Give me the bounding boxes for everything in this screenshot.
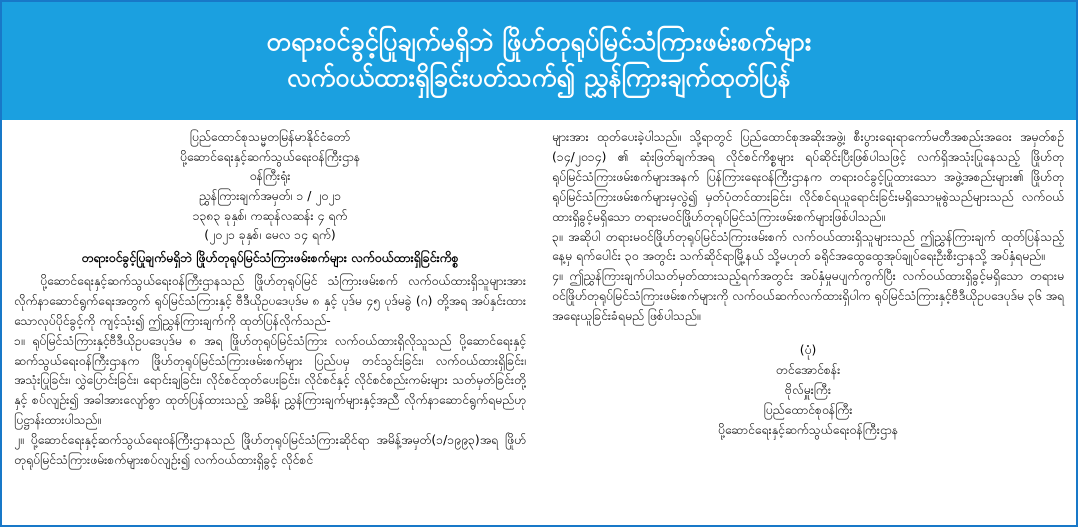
letterhead-line-4: ညွှန်ကြားချက်အမှတ်၊ ၁ / ၂၀၂၁ <box>198 189 342 204</box>
signatory-title: ပြည်ထောင်စုဝန်ကြီး <box>763 402 853 417</box>
paragraph-3: ၃။ အဆိုပါ တရားမဝင်ဖြိုဟ်တုရုပ်မြင်သံကြားဖမ်းစက် လက်ဝယ်ထားရှိသူများသည် ဤညွှန်ကြားချက် ထုတ်ပြန်သည့်နေ့မှ ရက်ပေါင်း ၃၀ အတွင်း သက်ဆိုင်ရာမြို့နယ် သို့မဟုတ် ခရိုင်အထွေထွေအုပ်ချုပ်ရေးဦးစီးဌာနသို့ အပ်နှံရမည်။ <box>552 229 1064 264</box>
letterhead-line-6: (၂၀၂၁ ခုနှစ်၊ မေလ ၁၄ ရက်) <box>204 228 336 243</box>
letterhead-line-1: ပြည်ထောင်စုသမ္မတမြန်မာနိုင်ငံတော် <box>189 130 351 144</box>
headline-line-2: လက်ဝယ်ထားရှိခြင်းပတ်သက်၍ ညွှန်ကြားချက်ထုတ်ပြန် <box>287 63 791 92</box>
signature-block <box>552 341 1064 441</box>
document-body <box>2 120 1076 525</box>
subject-line: တရားဝင်ခွင့်ပြုချက်မရှိဘဲ ဖြိုဟ်တုရုပ်မြင်သံကြားဖမ်းစက်များ လက်ဝယ်ထားရှိခြင်းကိစ္စ <box>81 251 459 266</box>
paragraph-2: ၂။ ပို့ဆောင်ရေးနှင့်ဆက်သွယ်ရေးဝန်ကြီးဌာနသည် ဖြိုဟ်တုရုပ်မြင်သံကြားဆိုင်ရာ အမိန့်အမှတ်(၁/၁၉၉၃)အရ ဖြိုဟ်တုရုပ်မြင်သံကြားဖမ်းစက်များစပ်လျဉ်း၍ လက်ဝယ်ထားရှိခွင့် လိုင်စင် <box>14 433 526 468</box>
paragraph-1: ၁။ ရုပ်မြင်သံကြားနှင့်ဗီဒီယိုဥပဒေပုဒ်မ ၈ အရ ဖြိုဟ်တုရုပ်မြင်သံကြား လက်ဝယ်ထားရှိလိုသူသည် ပို့ဆောင်ရေးနှင့် ဆက်သွယ်ရေးဝန်ကြီးဌာနက ဖြိုဟ်တုရုပ်မြင်သံကြားဖမ်းစက်များ ပြည်ပမှ တင်သွင်းခြင်း၊ လက်ဝယ်ထားရှိခြင်း၊ အသုံးပြုခြင်း၊ လွှဲပြောင်းခြင်း၊ ရောင်းချခြင်း၊ လိုင်စင်ထုတ်ပေးခြင်း၊ လိုင်စင်နှင့် လိုင်စင်စည်းကမ်းများ သတ်မှတ်ခြင်းတို့နှင့် စပ်လျဉ်း၍ အခါအားလျော်စွာ ထုတ်ပြန်ထားသည့် အမိန့်၊ ညွှန်ကြားချက်များနှင့်အညီ လိုက်နာဆောင်ရွက်ရမည်ဟု ပြဋ္ဌာန်းထားပါသည်။ <box>14 333 526 428</box>
signature-mark: (ပုံ) <box>799 343 817 358</box>
letterhead-line-5: ၁၃၈၃ ခုနှစ်၊ ကဆုန်လဆန်း ၄ ရက် <box>192 208 348 223</box>
column-left <box>14 128 530 521</box>
signatory-name: တင်အောင်စန်း <box>775 362 841 377</box>
paragraph-2-continued: များအား ထုတ်ပေးခဲ့ပါသည်။ သို့ရာတွင် ပြည်ထောင်စုအဆိုးအဖွဲ့၊ စီးပွားရေးရာကော်မတီအစည်းအဝေး အမှတ်စဉ် (၁၄/၂၀၁၄) ၏ ဆုံးဖြတ်ချက်အရ လိုင်စင်ကိစ္စများ ရပ်ဆိုင်းပြီးဖြစ်ပါသဖြင့် လက်ရှိအသုံးပြုနေသည့် ဖြိုဟ်တုရုပ်မြင်သံကြားဖမ်းစက်များအနက် ပြန်ကြားရေးဝန်ကြီးဌာနက တရားဝင်ခွင့်ပြုထားသော အဖွဲ့အစည်းများ၏ ဖြိုဟ်တုရုပ်မြင်သံကြားဖမ်းစက်များမှလွဲ၍ မှတ်ပုံတင်ထားခြင်း၊ လိုင်စင်ရယူရောင်းခြင်းမရှိသောမူစွဲသည်များသည် လက်ဝယ်ထားရှိခွင့်မရှိသော တရားမဝင်ဖြိုဟ်တုရုပ်မြင်သံကြားဖမ်းစက်များဖြစ်ပါသည်။ <box>552 130 1064 224</box>
letterhead-line-3: ဝန်ကြီးရုံး <box>249 169 291 184</box>
paragraph-4: ၄။ ဤညွှန်ကြားချက်ပါသတ်မှတ်ထားသည့်ရက်အတွင်း အပ်နှံမှုမပျက်ကွက်ပြီး လက်ဝယ်ထားရှိခွင့်မရှိသော တရားမဝင်ဖြိုဟ်တုရုပ်မြင်သံကြားဖမ်းစက်များကို လက်ဝယ်ဆက်လက်ထားရှိပါက ရုပ်မြင်သံကြားနှင့်ဗီဒီယိုဥပဒေပုဒ်မ ၃၆ အရ အရေးယူခြင်းခံရမည် ဖြစ်ပါသည်။ <box>552 269 1064 324</box>
signatory-ministry: ပို့ဆောင်ရေးနှင့်ဆက်သွယ်ရေးဝန်ကြီးဌာန <box>717 422 899 437</box>
letterhead-line-2: ပို့ဆောင်ရေးနှင့်ဆက်သွယ်ရေးဝန်ကြီးဌာန <box>179 149 361 164</box>
column-right <box>548 128 1064 521</box>
paragraph-intro: ပို့ဆောင်ရေးနှင့်ဆက်သွယ်ရေးဝန်ကြီးဌာနသည် ဖြိုဟ်တုရုပ်မြင် သံကြားဖမ်းစက် လက်ဝယ်ထားရှိသူများအား လိုက်နာဆောင်ရွက်ရေးအတွက် ရုပ်မြင်သံကြားနှင့် ဗီဒီယိုဥပဒေပုဒ်မ ၈ နှင့် ပုဒ်မ ၄၅ ပုဒ်မခွဲ (ဂ) တို့အရ အပ်နှင်းထားသောလုပ်ပိုင်ခွင့်ကို ကျင့်သုံး၍ ဤညွှန်ကြားချက်ကို ထုတ်ပြန်လိုက်သည်- <box>14 273 526 328</box>
letterhead <box>14 128 526 246</box>
headline-line-1: တရားဝင်ခွင့်ပြုချက်မရှိဘဲ ဖြိုဟ်တုရုပ်မြင်သံကြားဖမ်းစက်များ <box>266 26 812 56</box>
signatory-rank: ဗိုလ်မှူးကြီး <box>785 382 831 397</box>
headline-banner <box>2 2 1076 120</box>
